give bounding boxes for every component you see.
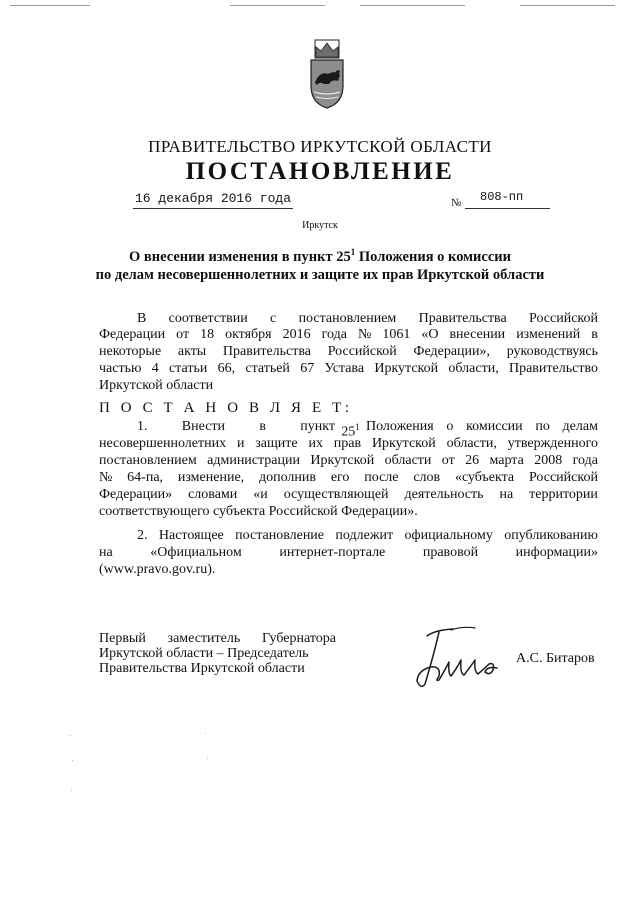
word: Первый — [99, 631, 146, 646]
word: изменений — [516, 327, 581, 342]
item-1-end — [366, 419, 598, 435]
preamble-line — [99, 344, 598, 360]
word: 66, — [217, 361, 236, 376]
word: делам — [562, 419, 598, 434]
word: 2008 — [534, 453, 563, 468]
word: заместитель — [167, 631, 241, 646]
word: интернет-портале — [279, 545, 386, 560]
word: Правительства — [418, 311, 507, 326]
word: в — [591, 327, 598, 342]
word: 1. — [137, 419, 148, 434]
word: деятельность — [404, 487, 484, 502]
word: статьи — [168, 361, 208, 376]
word: подлежит — [335, 528, 394, 543]
word: № — [357, 327, 372, 342]
word: от — [176, 327, 190, 342]
word: 2. — [137, 528, 148, 543]
item-1-line — [99, 470, 598, 486]
word: постановлением — [298, 311, 397, 326]
scan-artifact-line — [230, 5, 325, 6]
word: некоторые — [99, 344, 162, 359]
word: внесении — [449, 327, 506, 342]
word: руководствуясь — [506, 344, 598, 359]
word: администрации — [207, 453, 300, 468]
word: октября — [225, 327, 272, 342]
word: Иркутской — [371, 436, 436, 451]
word: несовершеннолетних — [99, 436, 227, 451]
item-1-point-number: $25^1$ — [341, 422, 360, 440]
document-date: 16 декабря 2016 года — [135, 191, 292, 206]
word: правовой — [422, 545, 479, 560]
word: частью — [99, 361, 142, 376]
word: его — [330, 470, 350, 485]
scan-artifact-line — [520, 5, 615, 6]
document-title — [0, 243, 640, 284]
word: Иркутской — [310, 453, 375, 468]
word: «субъекта — [454, 470, 515, 485]
word: о — [446, 419, 454, 434]
word: года — [572, 453, 598, 468]
word: комиссии — [466, 419, 523, 434]
preamble-line — [99, 361, 598, 377]
word: пункт — [300, 419, 335, 434]
item-1-line — [99, 419, 598, 440]
word: на — [99, 545, 113, 560]
word: Российской — [528, 470, 598, 485]
word: «и — [253, 487, 268, 502]
word: 4 — [151, 361, 159, 376]
title-line-1: О внесении изменения в пункт $25^1$ Положения о комиссии — [129, 247, 511, 265]
decree-word: П О С Т А Н О В Л Я Е Т: — [99, 400, 353, 416]
word: «Официальном — [150, 545, 242, 560]
item-2-line: (www.pravo.gov.ru). — [99, 562, 216, 577]
word: «О — [421, 327, 439, 342]
word: Федерации», — [413, 344, 491, 359]
word: утвержденного — [507, 436, 598, 451]
signatory-name: А.С. Битаров — [516, 651, 595, 666]
word: Устава — [324, 361, 365, 376]
word: Иркутской — [374, 361, 439, 376]
word: от — [441, 453, 455, 468]
word: 26 — [465, 453, 480, 468]
word: 2016 — [282, 327, 311, 342]
position-line-1 — [99, 631, 336, 646]
word: статьей — [245, 361, 290, 376]
word: после — [364, 470, 399, 485]
word: и — [236, 436, 245, 451]
word: на — [499, 487, 514, 502]
scan-speck — [70, 735, 71, 736]
word: акты — [177, 344, 207, 359]
scan-speck — [71, 790, 72, 791]
scan-speck — [207, 758, 208, 759]
item-1-line: соответствующего субъекта Российской Федерации». — [99, 504, 418, 519]
word: осуществляющей — [283, 487, 389, 502]
item-1-line — [99, 487, 598, 503]
word: Губернатора — [261, 631, 336, 646]
word: области — [384, 453, 432, 468]
item-2-line — [99, 528, 598, 544]
item-2-line — [99, 545, 598, 561]
word: по — [535, 419, 550, 434]
word: Федерации — [99, 327, 166, 342]
word: 64-па, — [127, 470, 164, 485]
word: дополнив — [258, 470, 316, 485]
word: изменение, — [177, 470, 245, 485]
word: Настоящее — [158, 528, 224, 543]
word: с — [270, 311, 277, 326]
word: постановление — [235, 528, 325, 543]
scan-speck — [72, 760, 73, 761]
word: Федерации» — [99, 487, 173, 502]
word: года — [321, 327, 347, 342]
position-line-3: Правительства Иркутской области — [99, 661, 305, 676]
word: официальному — [404, 528, 493, 543]
coat-of-arms-icon — [302, 36, 352, 110]
number-sign: № — [451, 197, 462, 209]
position-line-2: Иркутской области – Председатель — [99, 646, 309, 661]
word: опубликованию — [504, 528, 598, 543]
word: Российской — [529, 311, 598, 326]
word: области, — [446, 436, 497, 451]
word: 1061 — [382, 327, 411, 342]
word: словами — [188, 487, 238, 502]
word: Правительство — [508, 361, 598, 376]
date-underline — [133, 208, 293, 209]
document-city: Иркутск — [302, 220, 338, 231]
document-type: ПОСТАНОВЛЕНИЕ — [185, 158, 455, 185]
word: слов — [413, 470, 441, 485]
word: информации» — [515, 545, 598, 560]
item-1-line — [99, 453, 598, 469]
word: марта — [489, 453, 524, 468]
word: № — [99, 470, 113, 485]
word: 18 — [200, 327, 215, 342]
signatory-position — [99, 631, 336, 676]
word: прав — [333, 436, 362, 451]
word: Российской — [327, 344, 397, 359]
word: защите — [255, 436, 298, 451]
word: в — [259, 419, 266, 434]
word: Положения — [366, 419, 434, 434]
word: Внести — [181, 419, 226, 434]
scan-artifact-line — [360, 5, 465, 6]
word: области, — [448, 361, 499, 376]
government-name: ПРАВИТЕЛЬСТВО ИРКУТСКОЙ ОБЛАСТИ — [148, 137, 492, 156]
preamble-line — [99, 327, 598, 343]
document-number: 808-пп — [480, 190, 524, 204]
scan-artifact-line — [10, 5, 90, 6]
word: территории — [529, 487, 598, 502]
title-line-2: по делам несовершеннолетних и защите их прав Иркутской области — [95, 266, 545, 283]
word: Правительства — [222, 344, 312, 359]
item-1-start — [137, 419, 335, 435]
item-1-line — [99, 436, 598, 452]
word: В — [137, 311, 147, 326]
handwritten-signature-icon — [405, 624, 505, 690]
word: постановлением — [99, 453, 197, 468]
preamble-line — [99, 311, 598, 327]
scan-speck — [205, 733, 206, 734]
number-underline — [465, 208, 550, 209]
word: их — [308, 436, 323, 451]
word: 67 — [300, 361, 315, 376]
preamble-line: Иркутской области — [99, 378, 214, 393]
word: соответствии — [168, 311, 248, 326]
